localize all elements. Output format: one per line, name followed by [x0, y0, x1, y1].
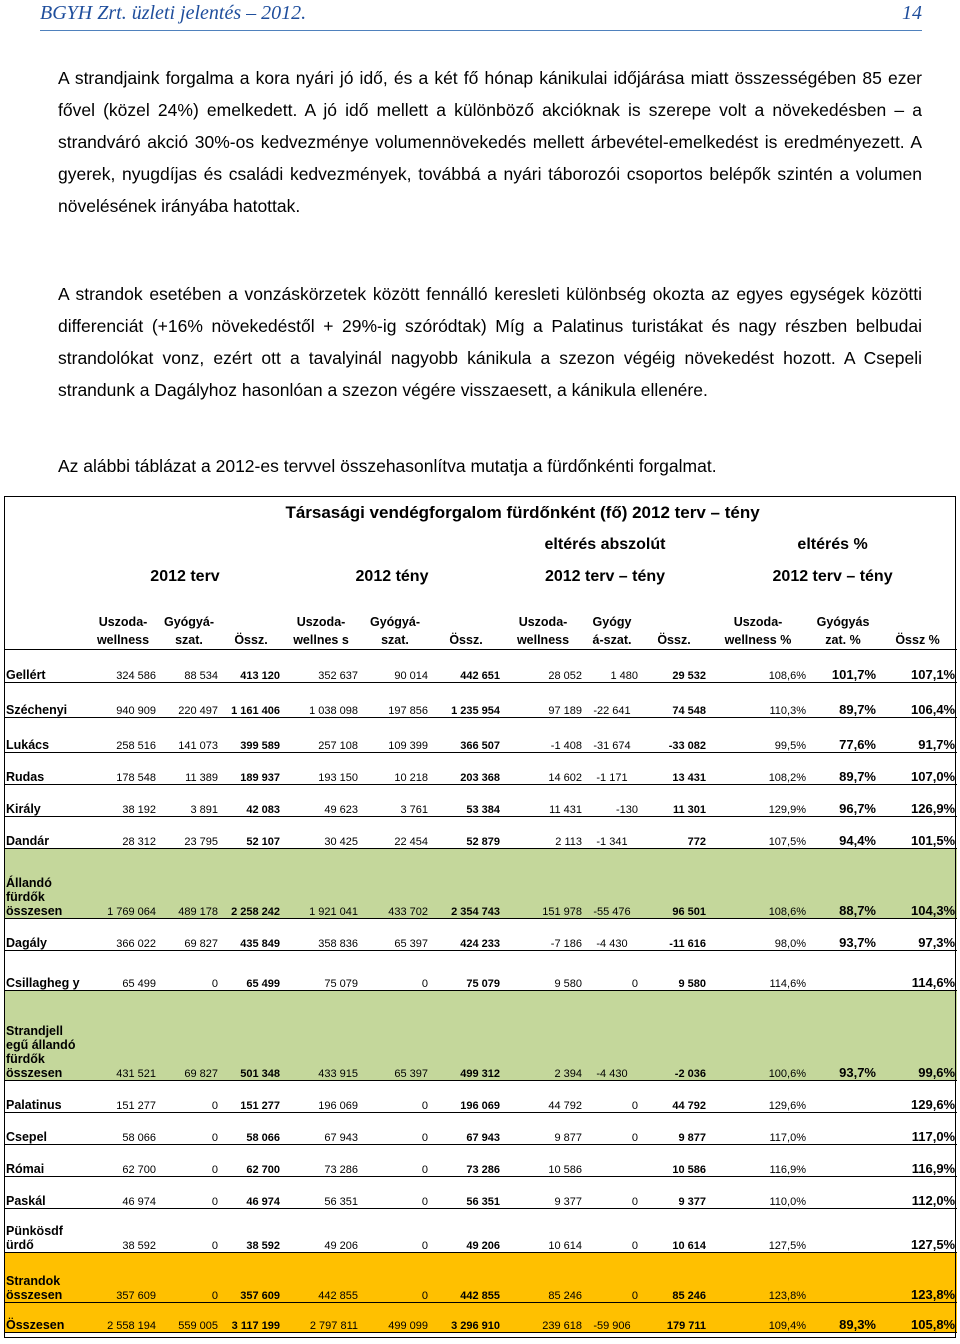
- table-cell: -1 408: [502, 717, 584, 752]
- table-cell: 89,3%: [808, 1302, 878, 1332]
- table-cell: 49 623: [282, 784, 360, 816]
- table-cell: 129,9%: [708, 784, 808, 816]
- table-cell: -1 171: [584, 752, 640, 784]
- sub-abs: 2012 terv – tény: [544, 568, 666, 585]
- table-cell: 0: [360, 950, 430, 990]
- table-cell: 1 921 041: [282, 848, 360, 918]
- table-cell: 99,6%: [878, 990, 957, 1080]
- table-cell: 114,6%: [708, 950, 808, 990]
- table-row: [4, 1176, 957, 1208]
- table-cell: 501 348: [220, 990, 282, 1080]
- table-row: [4, 950, 957, 990]
- table-cell: [808, 1112, 878, 1144]
- table-cell: -7 186: [502, 918, 584, 950]
- table-cell: 189 937: [220, 752, 282, 784]
- table-cell: 0: [360, 1112, 430, 1144]
- table-cell: 65 397: [360, 990, 430, 1080]
- table-cell: 442 651: [430, 649, 502, 682]
- table-cell: 101,7%: [808, 649, 878, 682]
- table-cell: 89,7%: [808, 682, 878, 717]
- table-cell: 0: [360, 1144, 430, 1176]
- table-cell: 129,6%: [708, 1080, 808, 1112]
- column-header: Gyógyá-szat.: [158, 593, 220, 649]
- table-cell: 433 915: [282, 990, 360, 1080]
- table-cell: -4 430: [584, 990, 640, 1080]
- table-cell: 357 609: [220, 1252, 282, 1302]
- table-cell: 424 233: [430, 918, 502, 950]
- table-cell: 366 507: [430, 717, 502, 752]
- table-cell: 239 618: [502, 1302, 584, 1332]
- table-cell: 1 161 406: [220, 682, 282, 717]
- table-cell: 65 499: [88, 950, 158, 990]
- table-cell: [808, 1176, 878, 1208]
- table-row: [4, 717, 957, 752]
- table-cell: 73 286: [282, 1144, 360, 1176]
- table-cell: 0: [584, 1080, 640, 1112]
- table-cell: 85 246: [640, 1252, 708, 1302]
- table-cell: -33 082: [640, 717, 708, 752]
- table-cell: 13 431: [640, 752, 708, 784]
- table-cell: 0: [360, 1080, 430, 1112]
- row-label: Paskál: [4, 1176, 88, 1208]
- group-abs: eltérés abszolút: [544, 536, 666, 553]
- table-cell: 65 397: [360, 918, 430, 950]
- table-cell: 104,3%: [878, 848, 957, 918]
- table-cell: 101,5%: [878, 816, 957, 848]
- table-row: [4, 1112, 957, 1144]
- table-cell: 94,4%: [808, 816, 878, 848]
- table-cell: 44 792: [640, 1080, 708, 1112]
- table-cell: 2 394: [502, 990, 584, 1080]
- page-number: 14: [902, 2, 922, 24]
- table-cell: 107,0%: [878, 752, 957, 784]
- table-cell: 11 389: [158, 752, 220, 784]
- table-cell: 44 792: [502, 1080, 584, 1112]
- table-cell: 0: [158, 1208, 220, 1252]
- column-header: Gyógyá-szat.: [360, 593, 430, 649]
- table-cell: 67 943: [430, 1112, 502, 1144]
- table-row: [4, 682, 957, 717]
- table-row: [4, 1208, 957, 1252]
- paragraph-3: Az alábbi táblázat a 2012-es tervvel összehasonlítva mutatja a fürdőnkénti forgalmat.: [58, 456, 717, 476]
- table-cell: 85 246: [502, 1252, 584, 1302]
- table-cell: 499 312: [430, 990, 502, 1080]
- table-cell: 489 178: [158, 848, 220, 918]
- table-cell: 0: [584, 950, 640, 990]
- table-cell: 203 368: [430, 752, 502, 784]
- column-header: Uszoda-wellness %: [708, 593, 808, 649]
- table-cell: 99,5%: [708, 717, 808, 752]
- table-row: [4, 1080, 957, 1112]
- table-cell: 116,9%: [878, 1144, 957, 1176]
- table-cell: 96 501: [640, 848, 708, 918]
- table-cell: 117,0%: [708, 1112, 808, 1144]
- table-cell: 117,0%: [878, 1112, 957, 1144]
- table-cell: 38 192: [88, 784, 158, 816]
- table-cell: 197 856: [360, 682, 430, 717]
- table-cell: 2 258 242: [220, 848, 282, 918]
- table-cell: 77,6%: [808, 717, 878, 752]
- table-cell: 196 069: [282, 1080, 360, 1112]
- table-cell: [808, 1208, 878, 1252]
- table-cell: 74 548: [640, 682, 708, 717]
- table-cell: 10 614: [502, 1208, 584, 1252]
- table-cell: 0: [158, 950, 220, 990]
- table-cell: -11 616: [640, 918, 708, 950]
- table-row: [4, 649, 957, 682]
- table-cell: 940 909: [88, 682, 158, 717]
- table-cell: 1 038 098: [282, 682, 360, 717]
- table-cell: -4 430: [584, 918, 640, 950]
- row-label: Csillagheg y: [4, 950, 88, 990]
- table-cell: 9 877: [640, 1112, 708, 1144]
- table-cell: 90 014: [360, 649, 430, 682]
- table-cell: 0: [584, 1252, 640, 1302]
- table-cell: 258 516: [88, 717, 158, 752]
- column-header: Össz %: [878, 593, 957, 649]
- table-cell: 112,0%: [878, 1176, 957, 1208]
- table-cell: 413 120: [220, 649, 282, 682]
- table-cell: 3 891: [158, 784, 220, 816]
- table-cell: 10 218: [360, 752, 430, 784]
- table-cell: 107,5%: [708, 816, 808, 848]
- table-cell: 65 499: [220, 950, 282, 990]
- table-cell: 52 107: [220, 816, 282, 848]
- table-cell: 3 761: [360, 784, 430, 816]
- table-cell: 58 066: [220, 1112, 282, 1144]
- table-cell: 29 532: [640, 649, 708, 682]
- table-cell: 114,6%: [878, 950, 957, 990]
- table-cell: 0: [360, 1208, 430, 1252]
- table-cell: 28 052: [502, 649, 584, 682]
- table-cell: 23 795: [158, 816, 220, 848]
- table-cell: 196 069: [430, 1080, 502, 1112]
- row-label: Rudas: [4, 752, 88, 784]
- row-label: Király: [4, 784, 88, 816]
- column-header: Uszoda-wellnes s: [282, 593, 360, 649]
- table-cell: 109 399: [360, 717, 430, 752]
- table-cell: -130: [584, 784, 640, 816]
- table-cell: 105,8%: [878, 1302, 957, 1332]
- table-cell: 9 877: [502, 1112, 584, 1144]
- table-cell: 499 099: [360, 1302, 430, 1332]
- table-cell: 9 377: [640, 1176, 708, 1208]
- table-cell: 93,7%: [808, 990, 878, 1080]
- table-cell: 108,2%: [708, 752, 808, 784]
- table-cell: 106,4%: [878, 682, 957, 717]
- report-title: BGYH Zrt. üzleti jelentés – 2012.: [40, 2, 307, 24]
- table-cell: 30 425: [282, 816, 360, 848]
- page-header: [40, 0, 922, 31]
- table-cell: 220 497: [158, 682, 220, 717]
- column-header: Gyógy á-szat.: [584, 593, 640, 649]
- table-cell: 9 377: [502, 1176, 584, 1208]
- table-cell: 38 592: [88, 1208, 158, 1252]
- table-cell: [808, 1144, 878, 1176]
- visitor-table: [4, 496, 957, 1333]
- table-cell: 431 521: [88, 990, 158, 1080]
- table-cell: 91,7%: [878, 717, 957, 752]
- paragraph-1: A strandjaink forgalma a kora nyári jó idő, és a két fő hónap kánikulai időjárása miatt összességében 85 ezer fővel (közel 24%) emelkedett. A jó idő mellett a különböző akcióknak is szerepe volt a növekedésben – a strandváró akció 30%-os kedvezménye volumennövekedés mellett árbevétel-emelkedést is eredményezett. A gyerek, nyugdíjas és családi kedvezmények, továbbá a nyári táborozói csoportos belépők szintén a volumen növelésének irányába hatottak.: [58, 68, 922, 216]
- table-cell: -31 674: [584, 717, 640, 752]
- table-cell: 73 286: [430, 1144, 502, 1176]
- table-cell: 2 558 194: [88, 1302, 158, 1332]
- table-cell: 0: [158, 1176, 220, 1208]
- table-cell: 1 480: [584, 649, 640, 682]
- table-title: Társasági vendégforgalom fürdőnként (fő) 2012 terv – tény: [285, 502, 760, 522]
- sub-terv: 2012 terv: [150, 568, 220, 585]
- row-label: Strandjell egű állandó fürdők összesen: [4, 990, 88, 1080]
- table-cell: 62 700: [220, 1144, 282, 1176]
- table-cell: 116,9%: [708, 1144, 808, 1176]
- table-cell: -55 476: [584, 848, 640, 918]
- table-cell: 97 189: [502, 682, 584, 717]
- table-cell: 3 117 199: [220, 1302, 282, 1332]
- table-cell: 96,7%: [808, 784, 878, 816]
- column-header: Össz.: [220, 593, 282, 649]
- table-cell: 46 974: [88, 1176, 158, 1208]
- table-cell: 58 066: [88, 1112, 158, 1144]
- row-label: Strandok összesen: [4, 1252, 88, 1302]
- row-label: Csepel: [4, 1112, 88, 1144]
- table-row: [4, 848, 957, 918]
- table-row: [4, 1144, 957, 1176]
- table-cell: 0: [158, 1112, 220, 1144]
- table-cell: 0: [158, 1144, 220, 1176]
- table-cell: 62 700: [88, 1144, 158, 1176]
- table-cell: 93,7%: [808, 918, 878, 950]
- table-cell: 0: [584, 1208, 640, 1252]
- table-cell: 141 073: [158, 717, 220, 752]
- table-cell: 366 022: [88, 918, 158, 950]
- table-cell: 22 454: [360, 816, 430, 848]
- table-cell: [808, 1252, 878, 1302]
- table-cell: [584, 1144, 640, 1176]
- table-cell: 123,8%: [878, 1252, 957, 1302]
- table-cell: [808, 950, 878, 990]
- table-cell: 559 005: [158, 1302, 220, 1332]
- table-cell: -1 341: [584, 816, 640, 848]
- table-cell: 10 586: [640, 1144, 708, 1176]
- table-cell: 129,6%: [878, 1080, 957, 1112]
- row-label: Palatinus: [4, 1080, 88, 1112]
- table-cell: 3 296 910: [430, 1302, 502, 1332]
- table-cell: 108,6%: [708, 649, 808, 682]
- column-header: Uszoda-wellness: [88, 593, 158, 649]
- table-row: [4, 918, 957, 950]
- table-cell: 2 113: [502, 816, 584, 848]
- row-label: Pünkösdf ürdő: [4, 1208, 88, 1252]
- table-cell: 1 769 064: [88, 848, 158, 918]
- table-cell: 10 614: [640, 1208, 708, 1252]
- table-cell: 151 978: [502, 848, 584, 918]
- table-row: [4, 752, 957, 784]
- table-cell: 49 206: [430, 1208, 502, 1252]
- table-cell: 442 855: [430, 1252, 502, 1302]
- table-cell: 52 879: [430, 816, 502, 848]
- table-cell: 433 702: [360, 848, 430, 918]
- table-cell: 772: [640, 816, 708, 848]
- table-cell: 179 711: [640, 1302, 708, 1332]
- table-cell: 151 277: [88, 1080, 158, 1112]
- table-cell: 56 351: [430, 1176, 502, 1208]
- table-cell: 123,8%: [708, 1252, 808, 1302]
- table-cell: 0: [158, 1080, 220, 1112]
- table-cell: 10 586: [502, 1144, 584, 1176]
- col-header-empty: [4, 593, 88, 649]
- table-cell: 11 431: [502, 784, 584, 816]
- column-header: Össz.: [430, 593, 502, 649]
- table-row: [4, 1302, 957, 1332]
- table-cell: 42 083: [220, 784, 282, 816]
- table-cell: 151 277: [220, 1080, 282, 1112]
- table-row: [4, 1252, 957, 1302]
- paragraph-2: A strandok esetében a vonzáskörzetek között fennálló keresleti különbség okozta az egyes egységek közötti differenciát (+16% növekedéstől + 29%-ig szóródtak) Míg a Palatinus turistákat és nagy részben belbudai strandolókat vonz, ezért ott a tavalyinál nagyobb kánikula a szezon végéig növekedést hozott. A Csepeli strandunk a Dagályhoz hasonlóan a szezon végére visszaesett, a kánikula ellenére.: [58, 284, 922, 400]
- table-cell: 109,4%: [708, 1302, 808, 1332]
- table-cell: 56 351: [282, 1176, 360, 1208]
- table-cell: 126,9%: [878, 784, 957, 816]
- table-cell: 127,5%: [878, 1208, 957, 1252]
- table-row: [4, 816, 957, 848]
- table-cell: 0: [360, 1176, 430, 1208]
- table-cell: 28 312: [88, 816, 158, 848]
- table-cell: 100,6%: [708, 990, 808, 1080]
- table-cell: 38 592: [220, 1208, 282, 1252]
- table-cell: 127,5%: [708, 1208, 808, 1252]
- column-header: Össz.: [640, 593, 708, 649]
- table-cell: 98,0%: [708, 918, 808, 950]
- table-cell: 2 797 811: [282, 1302, 360, 1332]
- row-label: Római: [4, 1144, 88, 1176]
- table-cell: 324 586: [88, 649, 158, 682]
- table-cell: 110,0%: [708, 1176, 808, 1208]
- table-cell: 49 206: [282, 1208, 360, 1252]
- table-cell: 9 580: [502, 950, 584, 990]
- sub-teny: 2012 tény: [355, 568, 429, 585]
- table-cell: 1 235 954: [430, 682, 502, 717]
- table-cell: 88,7%: [808, 848, 878, 918]
- row-label: Gellért: [4, 649, 88, 682]
- table-cell: 357 609: [88, 1252, 158, 1302]
- table-cell: 89,7%: [808, 752, 878, 784]
- sub-pct: 2012 terv – tény: [772, 568, 893, 585]
- table-cell: 442 855: [282, 1252, 360, 1302]
- table-cell: 0: [158, 1252, 220, 1302]
- table-cell: 14 602: [502, 752, 584, 784]
- table-cell: 46 974: [220, 1176, 282, 1208]
- table-row: [4, 990, 957, 1080]
- table-cell: 88 534: [158, 649, 220, 682]
- table-cell: 435 849: [220, 918, 282, 950]
- table-cell: 107,1%: [878, 649, 957, 682]
- row-label: Dandár: [4, 816, 88, 848]
- table-cell: 69 827: [158, 990, 220, 1080]
- table-cell: 75 079: [282, 950, 360, 990]
- table-cell: 97,3%: [878, 918, 957, 950]
- table-row: [4, 784, 957, 816]
- table-cell: [808, 1080, 878, 1112]
- table-cell: 110,3%: [708, 682, 808, 717]
- table-cell: 69 827: [158, 918, 220, 950]
- table-cell: 2 354 743: [430, 848, 502, 918]
- table-cell: 352 637: [282, 649, 360, 682]
- row-label: Állandó fürdők összesen: [4, 848, 88, 918]
- table-cell: 193 150: [282, 752, 360, 784]
- table-cell: 67 943: [282, 1112, 360, 1144]
- table-cell: 75 079: [430, 950, 502, 990]
- table-cell: 0: [584, 1176, 640, 1208]
- row-label: Dagály: [4, 918, 88, 950]
- column-header: Gyógyás zat. %: [808, 593, 878, 649]
- table-cell: 399 589: [220, 717, 282, 752]
- table-cell: 358 836: [282, 918, 360, 950]
- table-cell: -2 036: [640, 990, 708, 1080]
- table-cell: 0: [584, 1112, 640, 1144]
- table-cell: 108,6%: [708, 848, 808, 918]
- column-header: Uszoda-wellness: [502, 593, 584, 649]
- table-cell: 11 301: [640, 784, 708, 816]
- group-pct: eltérés %: [797, 536, 868, 553]
- table-cell: 9 580: [640, 950, 708, 990]
- table-cell: -22 641: [584, 682, 640, 717]
- row-label: Összesen: [4, 1302, 88, 1332]
- table-cell: 178 548: [88, 752, 158, 784]
- table-cell: 257 108: [282, 717, 360, 752]
- row-label: Széchenyi: [4, 682, 88, 717]
- table-cell: 0: [360, 1252, 430, 1302]
- table-cell: 53 384: [430, 784, 502, 816]
- row-label: Lukács: [4, 717, 88, 752]
- table-cell: -59 906: [584, 1302, 640, 1332]
